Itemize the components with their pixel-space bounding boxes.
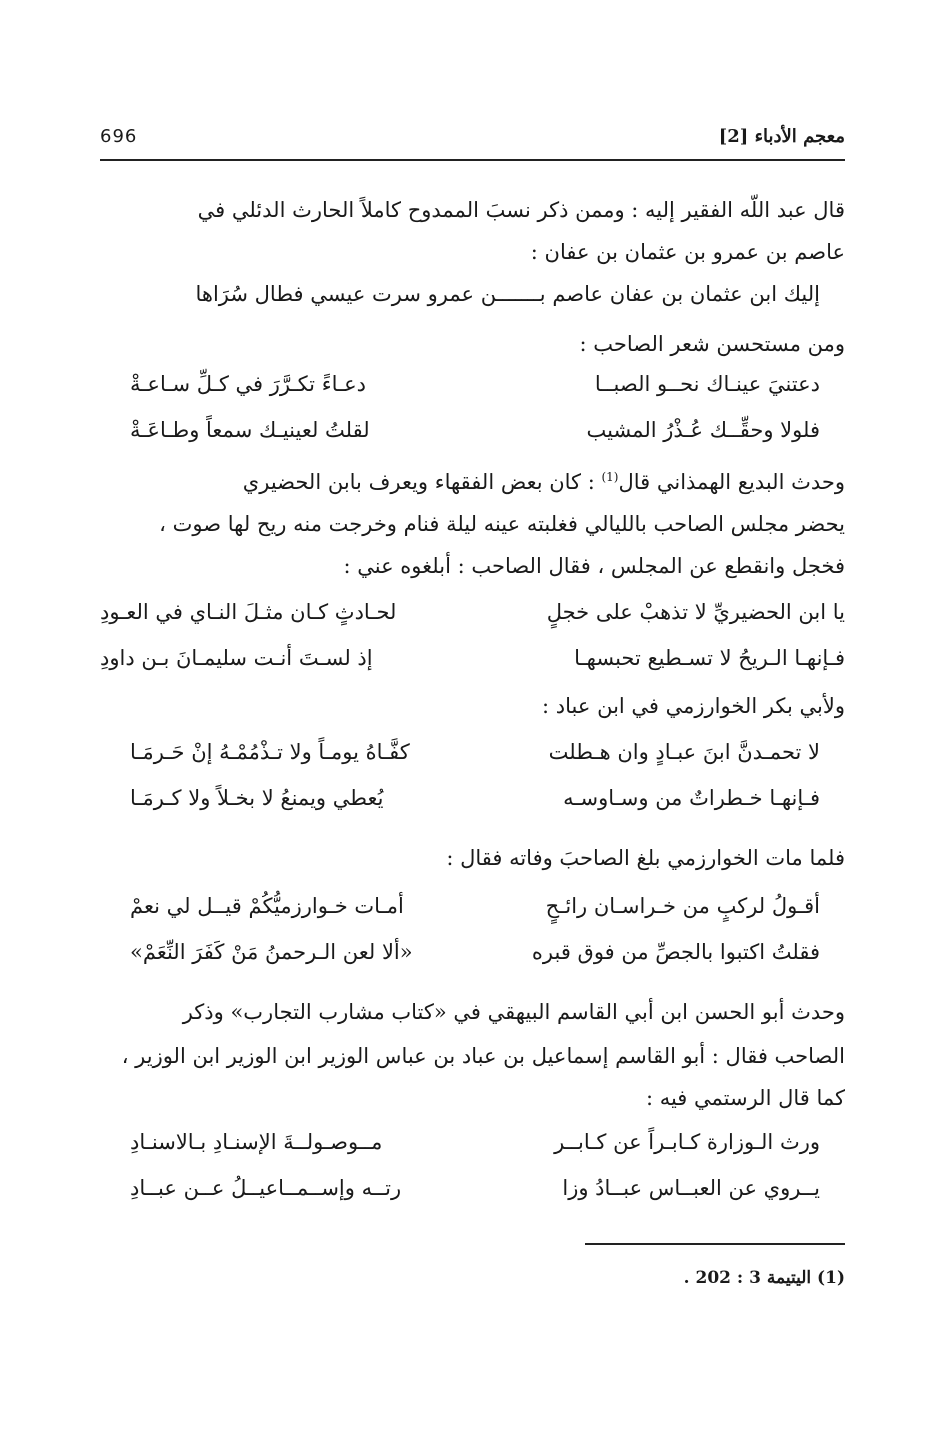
page-number: 696 (100, 126, 138, 147)
verse-second-hemistich: لحـادثٍ كـان مثـلَ النـاي في العـودِ (100, 600, 397, 624)
verse-line (130, 418, 820, 462)
verse-second-hemistich: رتــه وإســمــاعيــلُ عــن عبــادِ (130, 1176, 402, 1200)
footnote-reference: (1) (601, 470, 619, 484)
single-verse: إليك ابن عثمان بن عفان عاصم بـــــــن عمرو سرت عيسي فطال سُرَاها (195, 282, 820, 306)
paragraph-line: ومن مستحسن شعر الصاحب : (579, 332, 845, 356)
verse-line (130, 740, 820, 784)
verse-line (130, 894, 820, 938)
verse-line (100, 600, 845, 644)
verse-first-hemistich: فـإنهـا خـطراتٌ من وسـاوسـه (563, 786, 820, 810)
verse-first-hemistich: يــروي عن العبــاس عبــادُ وزا (562, 1176, 820, 1200)
paragraph-text: وحدث البديع الهمذاني قال (618, 470, 845, 494)
paragraph-line: يحضر مجلس الصاحب بالليالي فغلبته عينه ليلة فنام وخرجت منه ريح لها صوت ، (159, 512, 845, 536)
verse-first-hemistich: يا ابن الحضيريِّ لا تذهبْ على خجلٍ (546, 600, 845, 624)
verse-first-hemistich: دعتنيَ عينـاك نحــو الصبــا (594, 372, 820, 396)
verse-second-hemistich: مــوصـولــةَ الإسنـادِ بـالاسنـادِ (130, 1130, 383, 1154)
verse-line (100, 646, 845, 690)
verse-first-hemistich: فـإنهـا الـريحُ لا تسـطيع تحبسهـا (574, 646, 845, 670)
footnote: (1) اليتيمة 3 : 202 . (683, 1268, 845, 1288)
verse-line (130, 1130, 820, 1174)
footnote-rule (585, 1243, 845, 1245)
verse-first-hemistich: ورث الـوزارة كـابـراً عن كـابــر (554, 1130, 820, 1154)
verse-second-hemistich: أمـات خـوارزميُّكُمْ قيــل لي نعمْ (130, 894, 404, 918)
verse-second-hemistich: يُعطي ويمنعُ لا بخـلاً ولا كـرمَـا (130, 786, 384, 810)
paragraph-line: قال عبد اللّه الفقير إليه : وممن ذكر نسبَ الممدوح كاملاً الحارث الدئلي في (197, 198, 845, 222)
verse-line (130, 786, 820, 830)
verse-second-hemistich: كفَّـاهُ يومـاً ولا تـذْمُمْـهُ إنْ حَـرمَـا (130, 740, 410, 764)
header-rule (100, 159, 845, 161)
verse-first-hemistich: أقـولُ لركبٍ من خـراسـان رائـحٍ (545, 894, 820, 918)
verse-first-hemistich: فلولا وحقِّــك عُـذْرُ المشيب (586, 418, 820, 442)
paragraph-line (100, 470, 845, 510)
verse-first-hemistich: لا تحمـدنَّ ابنَ عبـادٍ وان هـطلت (548, 740, 820, 764)
verse-second-hemistich: لقلتُ لعينيـك سمعاً وطـاعَـةْ (130, 418, 370, 442)
verse-second-hemistich: دعـاءً تكـرَّرَ في كـلِّ سـاعـةْ (130, 372, 367, 396)
paragraph-line: فخجل وانقطع عن المجلس ، فقال الصاحب : أبلغوه عني : (343, 554, 845, 578)
verse-line (130, 1176, 820, 1220)
paragraph-line: ولأبي بكر الخوارزمي في ابن عباد : (542, 694, 845, 718)
paragraph-line: الصاحب فقال : أبو القاسم إسماعيل بن عباد بن عباس الوزير ابن الوزير ابن الوزير ، (121, 1044, 845, 1068)
verse-line (130, 940, 820, 984)
verse-second-hemistich: إذ لسـتَ أنـت سليمـانَ بـن داودِ (100, 646, 373, 670)
verse-second-hemistich: «ألا لعن الـرحمنُ مَنْ كَفَرَ النِّعَمْ» (130, 940, 413, 964)
paragraph-line: كما قال الرستمي فيه : (645, 1086, 845, 1110)
paragraph-line: وحدث أبو الحسن ابن أبي القاسم البيهقي في «كتاب مشارب التجارب» وذكر (182, 1000, 845, 1024)
paragraph-line: فلما مات الخوارزمي بلغ الصاحبَ وفاته فقال : (446, 846, 845, 870)
book-title: معجم الأدباء [2] (718, 126, 845, 147)
verse-line (130, 372, 820, 416)
paragraph-text: : كان بعض الفقهاء ويعرف بابن الحضيري (242, 470, 602, 494)
verse-first-hemistich: فقلتُ اكتبوا بالجصِّ من فوق قبره (531, 940, 820, 964)
paragraph-line: عاصم بن عمرو بن عثمان بن عفان : (530, 240, 845, 264)
page-header (100, 122, 845, 156)
